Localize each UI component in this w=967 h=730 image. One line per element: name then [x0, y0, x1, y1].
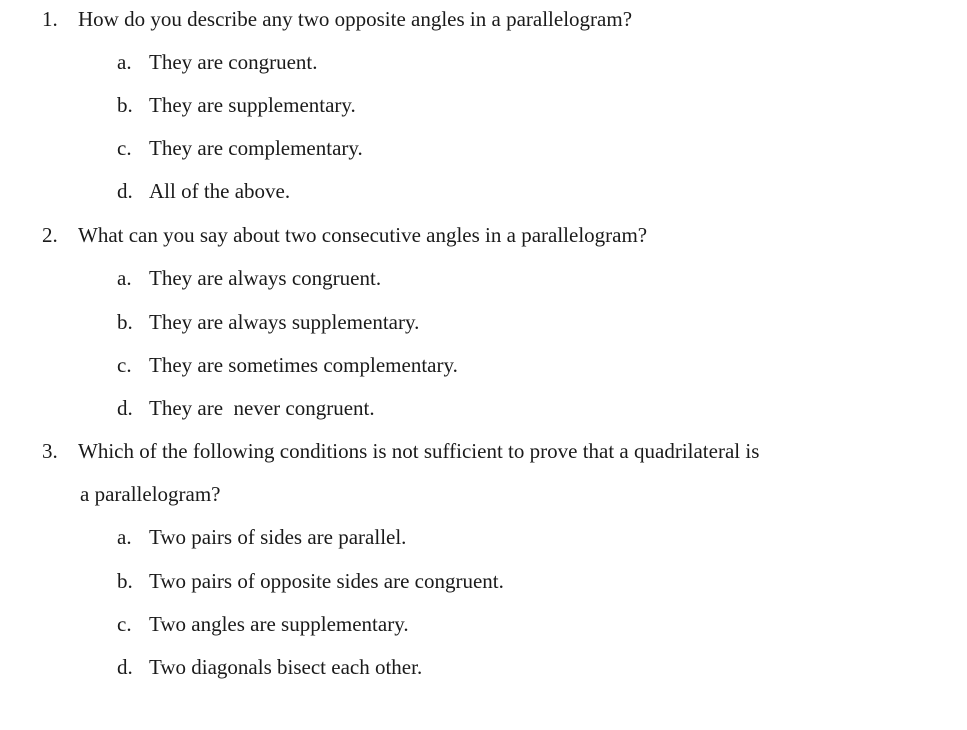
question-3-continuation — [80, 481, 221, 507]
question-1-option-a — [117, 49, 318, 75]
option-text: Two pairs of sides are parallel. — [149, 525, 407, 549]
option-letter: a. — [117, 266, 132, 290]
question-2-option-c — [117, 352, 458, 378]
question-3-option-a — [117, 524, 406, 550]
option-text: They are never congruent. — [149, 396, 375, 420]
question-1-option-c — [117, 135, 363, 161]
option-letter: d. — [117, 396, 133, 420]
question-number: 2. — [42, 223, 58, 247]
question-3-option-c — [117, 611, 409, 637]
option-text: They are always supplementary. — [149, 310, 420, 334]
question-2-option-d — [117, 395, 375, 421]
question-3 — [42, 438, 759, 464]
question-text-continued: a parallelogram? — [80, 482, 221, 506]
question-1-option-b — [117, 92, 356, 118]
question-3-option-d — [117, 654, 422, 680]
option-letter: d. — [117, 655, 133, 679]
option-letter: c. — [117, 612, 132, 636]
option-text: All of the above. — [149, 179, 291, 203]
question-text: How do you describe any two opposite angles in a parallelogram? — [78, 7, 633, 31]
question-2-option-a — [117, 265, 381, 291]
question-1-option-d — [117, 178, 290, 204]
option-text: Two angles are supplementary. — [149, 612, 409, 636]
option-letter: d. — [117, 179, 133, 203]
question-3-option-b — [117, 568, 504, 594]
option-text: Two diagonals bisect each other. — [149, 655, 423, 679]
question-2 — [42, 222, 647, 248]
question-text: What can you say about two consecutive angles in a parallelogram? — [78, 223, 648, 247]
option-letter: c. — [117, 136, 132, 160]
option-letter: a. — [117, 50, 132, 74]
option-text: Two pairs of opposite sides are congruent. — [149, 569, 504, 593]
question-2-option-b — [117, 309, 419, 335]
question-1 — [42, 6, 632, 32]
option-letter: b. — [117, 93, 133, 117]
option-letter: b. — [117, 569, 133, 593]
option-text: They are congruent. — [149, 50, 318, 74]
option-text: They are complementary. — [149, 136, 363, 160]
question-number: 3. — [42, 439, 58, 463]
option-letter: c. — [117, 353, 132, 377]
option-text: They are supplementary. — [149, 93, 356, 117]
question-number: 1. — [42, 7, 58, 31]
question-text: Which of the following conditions is not sufficient to prove that a quadrilateral is — [78, 439, 760, 463]
option-letter: b. — [117, 310, 133, 334]
option-letter: a. — [117, 525, 132, 549]
option-text: They are sometimes complementary. — [149, 353, 458, 377]
option-text: They are always congruent. — [149, 266, 382, 290]
